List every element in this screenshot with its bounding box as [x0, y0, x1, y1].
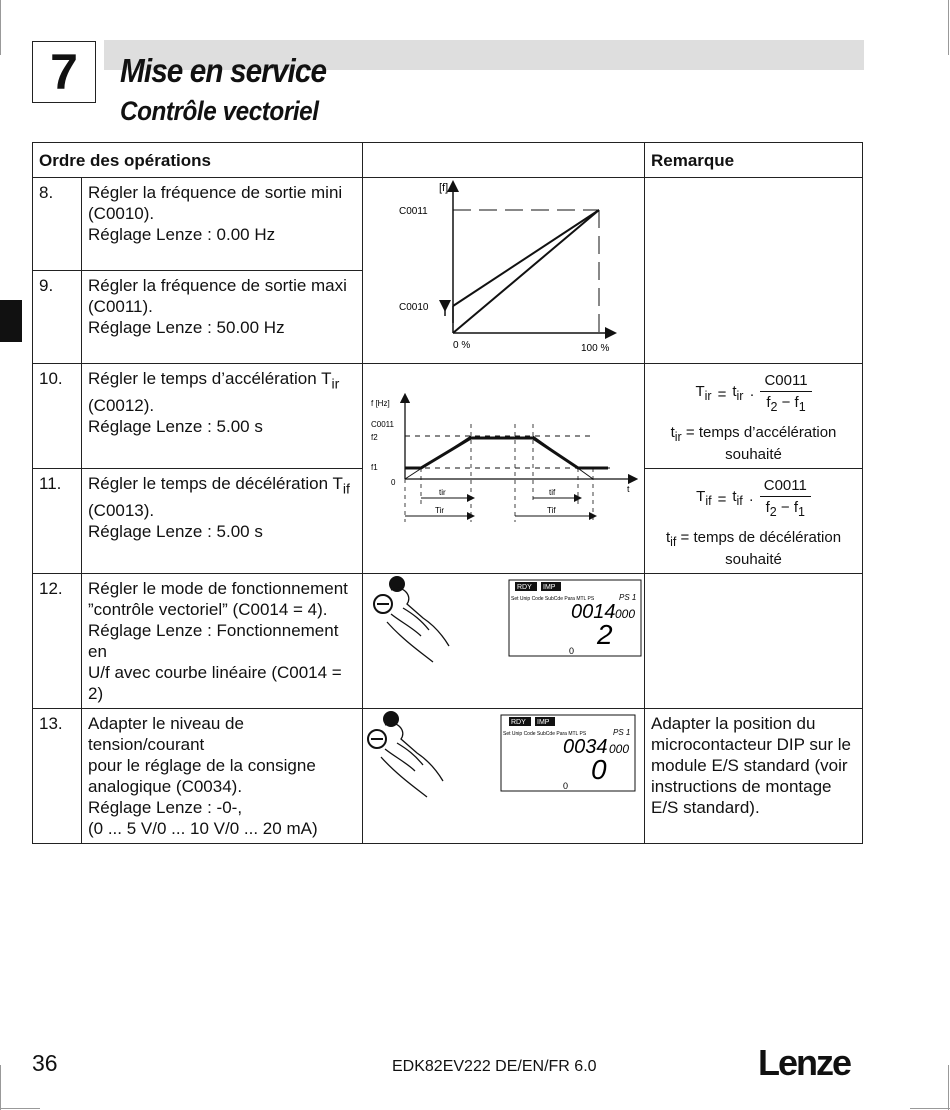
label-Tir: Tir — [435, 506, 445, 515]
min-max-frequency-diagram — [363, 178, 643, 358]
header-ops: Ordre des opérations — [33, 143, 363, 178]
lcd-subcode: 000 — [615, 607, 636, 621]
label-t: t — [627, 484, 630, 494]
lcd-bottom: 0 — [569, 646, 575, 656]
step-line: Réglage Lenze : 50.00 Hz — [88, 318, 285, 337]
label-Tif: Tif — [547, 506, 556, 515]
hand-icon — [381, 723, 443, 797]
lcd-menu: Set Unip Code SubCde Para MTL PS — [503, 731, 587, 737]
remark-line: E/S standard). — [651, 798, 760, 817]
ramp-profile — [405, 438, 608, 468]
label-f1: f1 — [371, 463, 378, 472]
label-zero: 0 — [391, 478, 396, 487]
formula: $T_{if}$ = $t_{if}$ · C0011 $f_2 - f_1$ — [651, 475, 856, 523]
keypad-illustration — [363, 709, 643, 801]
y-axis-label: [f] — [439, 182, 449, 194]
lcd-value: 0 — [591, 754, 607, 785]
lcd-subcode: 000 — [609, 742, 630, 756]
crop-mark — [910, 1108, 950, 1109]
remark-line: module E/S standard (voir — [651, 756, 848, 775]
step-line: ”contrôle vectoriel” (C0014 = 4). — [88, 600, 328, 619]
remark-line: microcontacteur DIP sur le — [651, 735, 851, 754]
operations-table — [32, 142, 863, 844]
page-number: 36 — [32, 1050, 58, 1076]
step-number: 12. — [33, 574, 82, 709]
step-text — [82, 574, 363, 709]
step-number: 8. — [33, 178, 82, 271]
rdy-label: RDY — [511, 719, 526, 726]
step-text — [82, 271, 363, 364]
figure-keypad-display — [363, 709, 645, 844]
step-text — [82, 469, 363, 574]
lcd-bottom: 0 — [563, 781, 569, 791]
x-label-0: 0 % — [453, 340, 471, 351]
remark-cell — [645, 574, 863, 709]
label-c0010: C0010 — [399, 302, 429, 313]
formula-description: $t_{if}$ = temps de décélération souhaité — [665, 529, 842, 568]
figure-frequency-chart — [363, 178, 645, 364]
step-number: 11. — [33, 469, 82, 574]
chapter-tab-marker — [0, 300, 22, 342]
step-line: Régler la fréquence de sortie maxi — [88, 276, 347, 295]
formula-description: $t_{ir}$ = temps d’accélération souhaité — [670, 424, 837, 463]
formula: $T_{ir}$ = $t_{ir}$ · C0011 $f_2 - f_1$ — [651, 370, 856, 418]
crop-mark — [0, 1065, 1, 1110]
step-text — [82, 709, 363, 844]
ps-label: PS 1 — [613, 728, 631, 737]
step-line: Réglage Lenze : 5.00 s — [88, 522, 263, 542]
figure-keypad-display — [363, 574, 645, 709]
line-with-offset — [453, 210, 599, 306]
document-code: EDK82EV222 DE/EN/FR 6.0 — [392, 1058, 597, 1075]
step-line: Réglage Lenze : 0.00 Hz — [88, 225, 276, 244]
step-line: analogique (C0034). — [88, 777, 243, 796]
step-text — [82, 178, 363, 271]
page-title: Mise en service — [120, 52, 327, 89]
imp-label: IMP — [537, 719, 550, 726]
page-subtitle: Contrôle vectoriel — [120, 96, 319, 126]
label-f2: f2 — [371, 433, 378, 442]
step-line: Réglage Lenze : 5.00 s — [88, 417, 263, 437]
step-line: (C0012). — [88, 396, 155, 416]
step-line: (C0013). — [88, 501, 155, 521]
rdy-label: RDY — [517, 584, 532, 591]
step-line: Adapter le niveau de tension/courant — [88, 714, 244, 754]
table-row — [33, 574, 863, 709]
remark-cell — [645, 709, 863, 844]
crop-mark — [948, 0, 949, 55]
step-line: (C0011). — [88, 297, 153, 316]
step-number: 10. — [33, 364, 82, 469]
step-line: Réglage Lenze : -0-, — [88, 798, 243, 817]
step-line: Réglage Lenze : Fonctionnement en — [88, 621, 339, 661]
x-label-100: 100 % — [581, 343, 610, 354]
hand-icon — [387, 588, 449, 662]
remark-cell — [645, 178, 863, 364]
header-figure — [363, 143, 645, 178]
formula-cell — [645, 469, 863, 574]
line-no-offset — [453, 210, 599, 333]
table-row — [33, 709, 863, 844]
lcd-value: 2 — [597, 619, 613, 650]
figure-ramp-chart — [363, 364, 645, 574]
header-remark: Remarque — [645, 143, 863, 178]
remark-line: instructions de montage — [651, 777, 832, 796]
step-number: 13. — [33, 709, 82, 844]
imp-label: IMP — [543, 584, 556, 591]
table-header-row — [33, 143, 863, 178]
remark-line: Adapter la position du — [651, 714, 816, 733]
y-axis-label: f [Hz] — [371, 399, 390, 408]
label-tir: tir — [439, 488, 446, 497]
step-text — [82, 364, 363, 469]
step-line: Régler la fréquence de sortie mini — [88, 183, 343, 202]
formula-cell — [645, 364, 863, 469]
crop-mark — [0, 1108, 40, 1109]
ramp-time-diagram — [363, 364, 643, 554]
lcd-code: 0034 — [563, 736, 608, 758]
lcd-code: 0014 — [571, 601, 616, 623]
label-tif: tif — [549, 488, 556, 497]
table-row — [33, 364, 863, 469]
crop-mark — [0, 0, 1, 55]
step-line: Régler le temps de décélération $T_{if}$ — [88, 474, 350, 498]
step-line: Régler le temps d’accélération $T_{ir}$ — [88, 369, 340, 393]
lcd-menu: Set Unip Code SubCde Para MTL PS — [511, 596, 595, 602]
step-line: U/f avec courbe linéaire (C0014 = 2) — [88, 663, 342, 703]
step-line: (C0010). — [88, 204, 155, 223]
step-line: (0 ... 5 V/0 ... 10 V/0 ... 20 mA) — [88, 819, 318, 838]
label-c0011: C0011 — [371, 420, 394, 429]
label-c0011: C0011 — [399, 206, 428, 217]
table-row — [33, 178, 863, 271]
ps-label: PS 1 — [619, 593, 637, 602]
keypad-illustration — [363, 574, 643, 666]
crop-mark — [948, 1065, 949, 1110]
step-line: pour le réglage de la consigne — [88, 756, 316, 775]
chapter-number: 7 — [32, 41, 96, 103]
lenze-logo: Lenze — [758, 1042, 851, 1083]
step-line: Régler le mode de fonctionnement — [88, 579, 348, 598]
step-number: 9. — [33, 271, 82, 364]
